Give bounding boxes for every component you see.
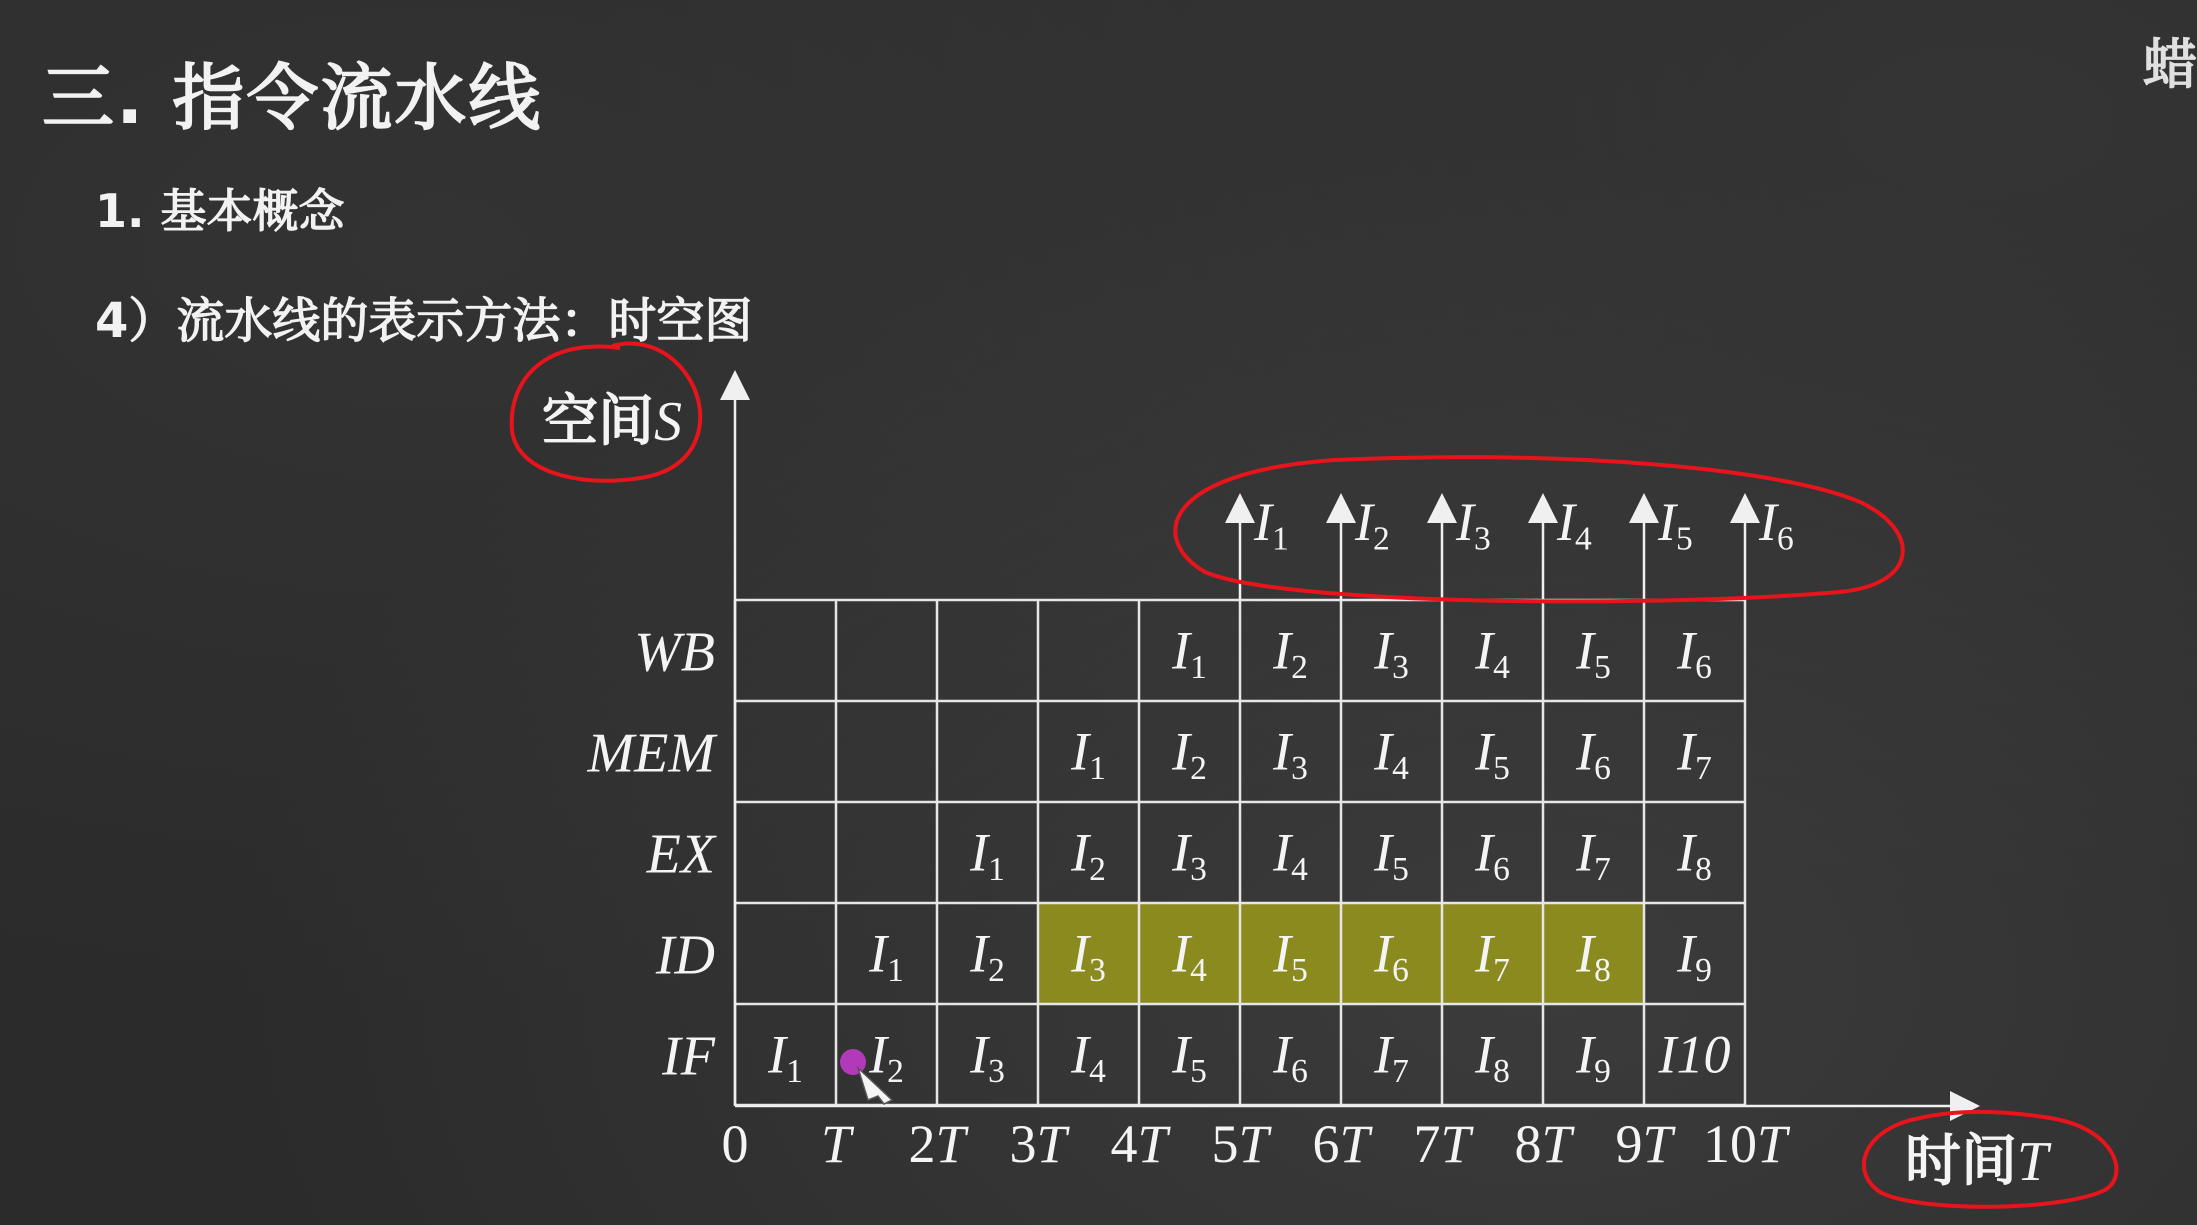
cell-if-5: I6	[1273, 1024, 1308, 1091]
cell-if-6: I7	[1374, 1024, 1409, 1091]
output-instruction-2: I2	[1355, 492, 1390, 558]
cell-if-8: I9	[1576, 1024, 1611, 1091]
cell-id-2: I2	[970, 923, 1005, 990]
cell-mem-4: I2	[1172, 721, 1207, 788]
cell-mem-9: I7	[1677, 721, 1712, 788]
cell-if-2: I3	[970, 1024, 1005, 1091]
output-instruction-4: I4	[1557, 492, 1592, 558]
time-label-0: 0	[721, 1114, 749, 1174]
time-axis-labels	[722, 1114, 1791, 1174]
cell-ex-9: I8	[1677, 822, 1712, 889]
cell-id-4: I4	[1172, 923, 1207, 990]
cell-mem-6: I4	[1374, 721, 1409, 788]
output-instruction-6: I6	[1759, 492, 1794, 558]
cell-if-0: I1	[768, 1024, 803, 1091]
slide-title: 三. 指令流水线	[42, 56, 543, 140]
cell-mem-5: I3	[1273, 721, 1308, 788]
time-label-6: 6T	[1312, 1114, 1370, 1174]
cell-if-4: I5	[1172, 1024, 1207, 1091]
stage-label-id: ID	[655, 924, 715, 987]
cell-ex-3: I2	[1071, 822, 1106, 889]
cell-id-9: I9	[1677, 923, 1712, 990]
time-label-9: 9T	[1615, 1114, 1673, 1174]
cell-mem-8: I6	[1576, 721, 1611, 788]
completed-instruction-outputs	[1240, 492, 1794, 600]
corner-watermark-char: 蜡	[2143, 33, 2197, 96]
x-axis-label: 时间T	[1905, 1129, 2049, 1194]
time-label-8: 8T	[1514, 1114, 1572, 1174]
cell-id-7: I7	[1475, 923, 1510, 990]
time-label-4: 4T	[1110, 1114, 1168, 1174]
cell-id-5: I5	[1273, 923, 1308, 990]
cell-mem-3: I1	[1071, 721, 1106, 788]
time-label-2: 2T	[908, 1114, 966, 1174]
cell-ex-2: I1	[970, 822, 1005, 889]
cell-wb-5: I2	[1273, 620, 1308, 687]
stage-label-mem: MEM	[587, 722, 715, 785]
cell-id-1: I1	[869, 923, 904, 990]
output-instruction-1: I1	[1254, 492, 1289, 558]
cell-if-7: I8	[1475, 1024, 1510, 1091]
cell-mem-7: I5	[1475, 721, 1510, 788]
time-label-1: T	[820, 1114, 852, 1174]
stage-labels	[586, 622, 718, 1088]
diagram-cells	[767, 621, 1730, 1091]
cell-wb-7: I4	[1475, 620, 1510, 687]
output-instruction-5: I5	[1658, 492, 1693, 558]
output-instruction-3: I3	[1456, 492, 1491, 558]
y-axis-label: 空间S	[542, 389, 682, 454]
cell-ex-4: I3	[1172, 822, 1207, 889]
cell-ex-8: I7	[1576, 822, 1611, 889]
cell-wb-8: I5	[1576, 620, 1611, 687]
cell-ex-6: I5	[1374, 822, 1409, 889]
cell-id-6: I6	[1374, 923, 1409, 990]
cell-if-3: I4	[1071, 1024, 1106, 1091]
cell-if-1: I2	[869, 1024, 904, 1091]
stage-label-ex: EX	[646, 823, 715, 886]
time-label-10: 10T	[1702, 1114, 1788, 1174]
cell-wb-6: I3	[1374, 620, 1409, 687]
cell-wb-4: I1	[1172, 620, 1207, 687]
cell-wb-9: I6	[1677, 620, 1712, 687]
section-heading: 1. 基本概念	[95, 184, 345, 238]
stage-label-if: IF	[662, 1025, 715, 1088]
stage-label-wb: WB	[634, 621, 715, 684]
cell-if-9: I10	[1658, 1024, 1731, 1085]
cell-ex-7: I6	[1475, 822, 1510, 889]
time-label-3: 3T	[1009, 1114, 1067, 1174]
cell-ex-5: I4	[1273, 822, 1308, 889]
time-label-5: 5T	[1211, 1114, 1269, 1174]
subsection-heading: 4）流水线的表示方法：时空图	[95, 293, 753, 349]
time-label-7: 7T	[1413, 1114, 1471, 1174]
cell-id-8: I8	[1576, 923, 1611, 990]
cell-id-3: I3	[1071, 923, 1106, 990]
